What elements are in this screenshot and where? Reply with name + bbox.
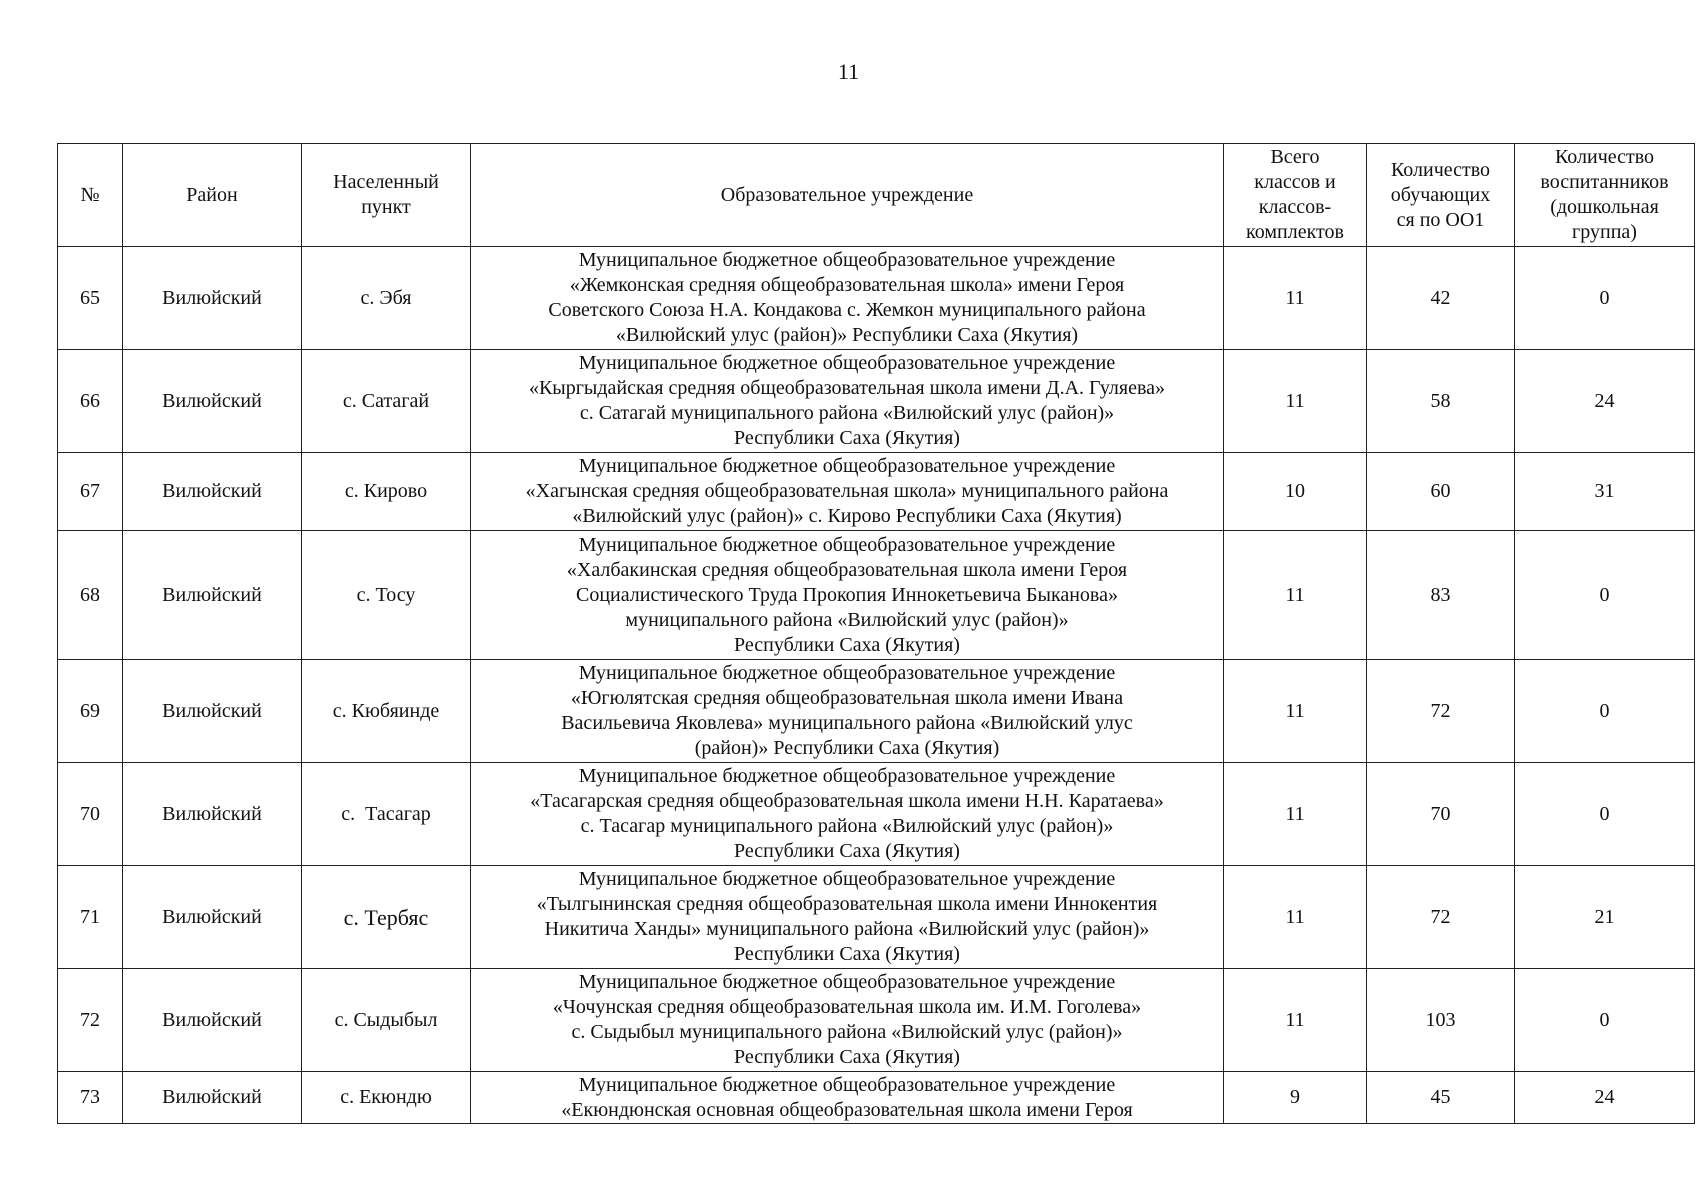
cell-classes: 11 [1224, 660, 1367, 763]
table-row [58, 453, 1695, 531]
cell-locality: с. Кюбяинде [302, 660, 471, 763]
header-locality: Населенный пункт [302, 144, 471, 247]
cell-classes: 9 [1224, 1072, 1367, 1124]
cell-number: 65 [58, 247, 123, 350]
table-row [58, 660, 1695, 763]
cell-number: 70 [58, 763, 123, 866]
cell-classes: 11 [1224, 350, 1367, 453]
cell-district: Вилюйский [123, 453, 302, 531]
cell-classes: 10 [1224, 453, 1367, 531]
table-row [58, 531, 1695, 660]
cell-organization: Муниципальное бюджетное общеобразовательное учреждение «Кыргыдайская средняя общеобразовательная школа имени Д.А. Гуляева» с. Сатагай муниципального района «Вилюйский улус (район)» Республики Саха (Якутия) [471, 350, 1224, 453]
cell-organization: Муниципальное бюджетное общеобразовательное учреждение «Чочунская средняя общеобразовательная школа им. И.М. Гоголева» с. Сыдыбыл муниципального района «Вилюйский улус (район)» Республики Саха (Якутия) [471, 969, 1224, 1072]
cell-classes: 11 [1224, 969, 1367, 1072]
cell-preschool: 31 [1515, 453, 1695, 531]
table-row [58, 1072, 1695, 1124]
cell-locality: с. Тасагар [302, 763, 471, 866]
cell-locality: с. Тербяс [302, 866, 471, 969]
table-header [58, 144, 1695, 247]
cell-locality: с. Сатагай [302, 350, 471, 453]
cell-preschool: 0 [1515, 531, 1695, 660]
cell-district: Вилюйский [123, 247, 302, 350]
cell-locality: с. Эбя [302, 247, 471, 350]
cell-district: Вилюйский [123, 660, 302, 763]
cell-students: 72 [1367, 866, 1515, 969]
cell-number: 67 [58, 453, 123, 531]
header-number: № [58, 144, 123, 247]
cell-students: 83 [1367, 531, 1515, 660]
cell-classes: 11 [1224, 763, 1367, 866]
cell-number: 69 [58, 660, 123, 763]
cell-students: 72 [1367, 660, 1515, 763]
header-preschool: Количество воспитанников (дошкольная группа) [1515, 144, 1695, 247]
cell-students: 58 [1367, 350, 1515, 453]
cell-preschool: 0 [1515, 247, 1695, 350]
header-classes: Всего классов и классов- комплектов [1224, 144, 1367, 247]
cell-preschool: 0 [1515, 660, 1695, 763]
cell-students: 70 [1367, 763, 1515, 866]
cell-students: 103 [1367, 969, 1515, 1072]
cell-number: 66 [58, 350, 123, 453]
cell-locality: с. Екюндю [302, 1072, 471, 1124]
cell-preschool: 24 [1515, 350, 1695, 453]
cell-organization: Муниципальное бюджетное общеобразовательное учреждение «Хагынская средняя общеобразовательная школа» муниципального района «Вилюйский улус (район)» с. Кирово Республики Саха (Якутия) [471, 453, 1224, 531]
cell-number: 73 [58, 1072, 123, 1124]
cell-organization: Муниципальное бюджетное общеобразовательное учреждение «Жемконская средняя общеобразовательная школа» имени Героя Советского Союза Н.А. Кондакова с. Жемкон муниципального района «Вилюйский улус (район)» Республики Саха (Якутия) [471, 247, 1224, 350]
cell-number: 68 [58, 531, 123, 660]
header-district: Район [123, 144, 302, 247]
cell-classes: 11 [1224, 531, 1367, 660]
cell-students: 60 [1367, 453, 1515, 531]
table-row [58, 969, 1695, 1072]
cell-preschool: 24 [1515, 1072, 1695, 1124]
cell-district: Вилюйский [123, 763, 302, 866]
cell-preschool: 0 [1515, 969, 1695, 1072]
table-body [58, 247, 1695, 1124]
cell-organization: Муниципальное бюджетное общеобразовательное учреждение «Екюндюнская основная общеобразовательная школа имени Героя [471, 1072, 1224, 1124]
cell-district: Вилюйский [123, 866, 302, 969]
cell-organization: Муниципальное бюджетное общеобразовательное учреждение «Югюлятская средняя общеобразовательная школа имени Ивана Васильевича Яковлева» муниципального района «Вилюйский улус (район)» Республики Саха (Якутия) [471, 660, 1224, 763]
table-row [58, 763, 1695, 866]
cell-organization: Муниципальное бюджетное общеобразовательное учреждение «Тасагарская средняя общеобразовательная школа имени Н.Н. Каратаева» с. Тасагар муниципального района «Вилюйский улус (район)» Республики Саха (Якутия) [471, 763, 1224, 866]
cell-preschool: 21 [1515, 866, 1695, 969]
cell-district: Вилюйский [123, 350, 302, 453]
cell-locality: с. Тосу [302, 531, 471, 660]
cell-students: 42 [1367, 247, 1515, 350]
header-students: Количество обучающих ся по ОО1 [1367, 144, 1515, 247]
cell-district: Вилюйский [123, 531, 302, 660]
cell-locality: с. Сыдыбыл [302, 969, 471, 1072]
table-row [58, 866, 1695, 969]
page-number: 11 [837, 59, 860, 84]
cell-number: 71 [58, 866, 123, 969]
cell-number: 72 [58, 969, 123, 1072]
cell-organization: Муниципальное бюджетное общеобразовательное учреждение «Халбакинская средняя общеобразовательная школа имени Героя Социалистического Труда Прокопия Иннокетьевича Быканова» муниципального района «Вилюйский улус (район)» Республики Саха (Якутия) [471, 531, 1224, 660]
schools-table [57, 143, 1695, 1124]
cell-students: 45 [1367, 1072, 1515, 1124]
cell-classes: 11 [1224, 247, 1367, 350]
header-row [58, 144, 1695, 247]
table-row [58, 247, 1695, 350]
cell-district: Вилюйский [123, 969, 302, 1072]
cell-locality: с. Кирово [302, 453, 471, 531]
cell-classes: 11 [1224, 866, 1367, 969]
cell-organization: Муниципальное бюджетное общеобразовательное учреждение «Тылгынинская средняя общеобразовательная школа имени Иннокентия Никитича Ханды» муниципального района «Вилюйский улус (район)» Республики Саха (Якутия) [471, 866, 1224, 969]
cell-preschool: 0 [1515, 763, 1695, 866]
header-organization: Образовательное учреждение [471, 144, 1224, 247]
table-row [58, 350, 1695, 453]
cell-district: Вилюйский [123, 1072, 302, 1124]
